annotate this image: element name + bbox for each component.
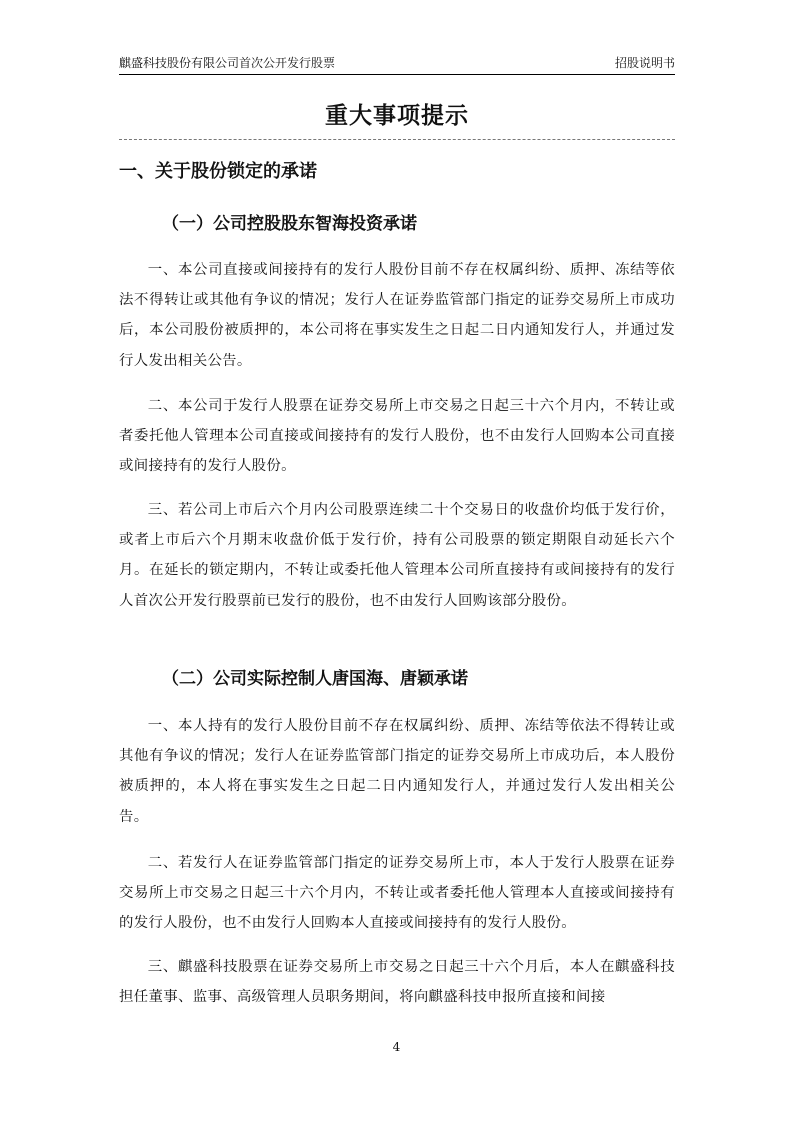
title-divider bbox=[119, 139, 675, 140]
paragraph: 一、本公司直接或间接持有的发行人股份目前不存在权属纠纷、质押、冻结等依法不得转让或其他有争议的情况；发行人在证券监管部门指定的证券交易所上市成功后，本公司股份被质押的，本公司将在事实发生之日起二日内通知发行人，并通过发行人发出相关公告。 bbox=[119, 262, 675, 369]
subsection-heading-controlling-shareholder: （一）公司控股股东智海投资承诺 bbox=[162, 214, 417, 234]
page-header bbox=[119, 52, 675, 74]
section-heading-share-lockup: 一、关于股份锁定的承诺 bbox=[119, 161, 317, 182]
header-document-title: 麒盛科技股份有限公司首次公开发行股票 bbox=[119, 56, 336, 70]
page-title: 重大事项提示 bbox=[325, 103, 469, 129]
paragraph: 二、本公司于发行人股票在证券交易所上市交易之日起三十六个月内，不转让或者委托他人管理本公司直接或间接持有的发行人股份，也不由发行人回购本公司直接或间接持有的发行人股份。 bbox=[119, 398, 675, 475]
header-document-type: 招股说明书 bbox=[614, 56, 675, 70]
header-divider bbox=[119, 74, 675, 75]
paragraph: 三、若公司上市后六个月内公司股票连续二十个交易日的收盘价均低于发行价，或者上市后六个月期末收盘价低于发行价，持有公司股票的锁定期限自动延长六个月。在延长的锁定期内，不转让或委托他人管理本公司所直接持有或间接持有的发行人首次公开发行股票前已发行的股份，也不由发行人回购该部分股份。 bbox=[119, 502, 675, 609]
paragraph: 一、本人持有的发行人股份目前不存在权属纠纷、质押、冻结等依法不得转让或其他有争议的情况；发行人在证券监管部门指定的证券交易所上市成功后，本人股份被质押的，本人将在事实发生之日起二日内通知发行人，并通过发行人发出相关公告。 bbox=[119, 718, 675, 825]
page-number: 4 bbox=[392, 1040, 401, 1054]
paragraph: 三、麒盛科技股票在证券交易所上市交易之日起三十六个月后，本人在麒盛科技担任董事、监事、高级管理人员职务期间，将向麒盛科技申报所直接和间接 bbox=[119, 959, 675, 1006]
subsection-heading-actual-controllers: （二）公司实际控制人唐国海、唐颖承诺 bbox=[162, 669, 468, 689]
paragraph: 二、若发行人在证券监管部门指定的证券交易所上市，本人于发行人股票在证券交易所上市交易之日起三十六个月内，不转让或者委托他人管理本人直接或间接持有的发行人股份，也不由发行人回购本人直接或间接持有的发行人股份。 bbox=[119, 855, 675, 932]
